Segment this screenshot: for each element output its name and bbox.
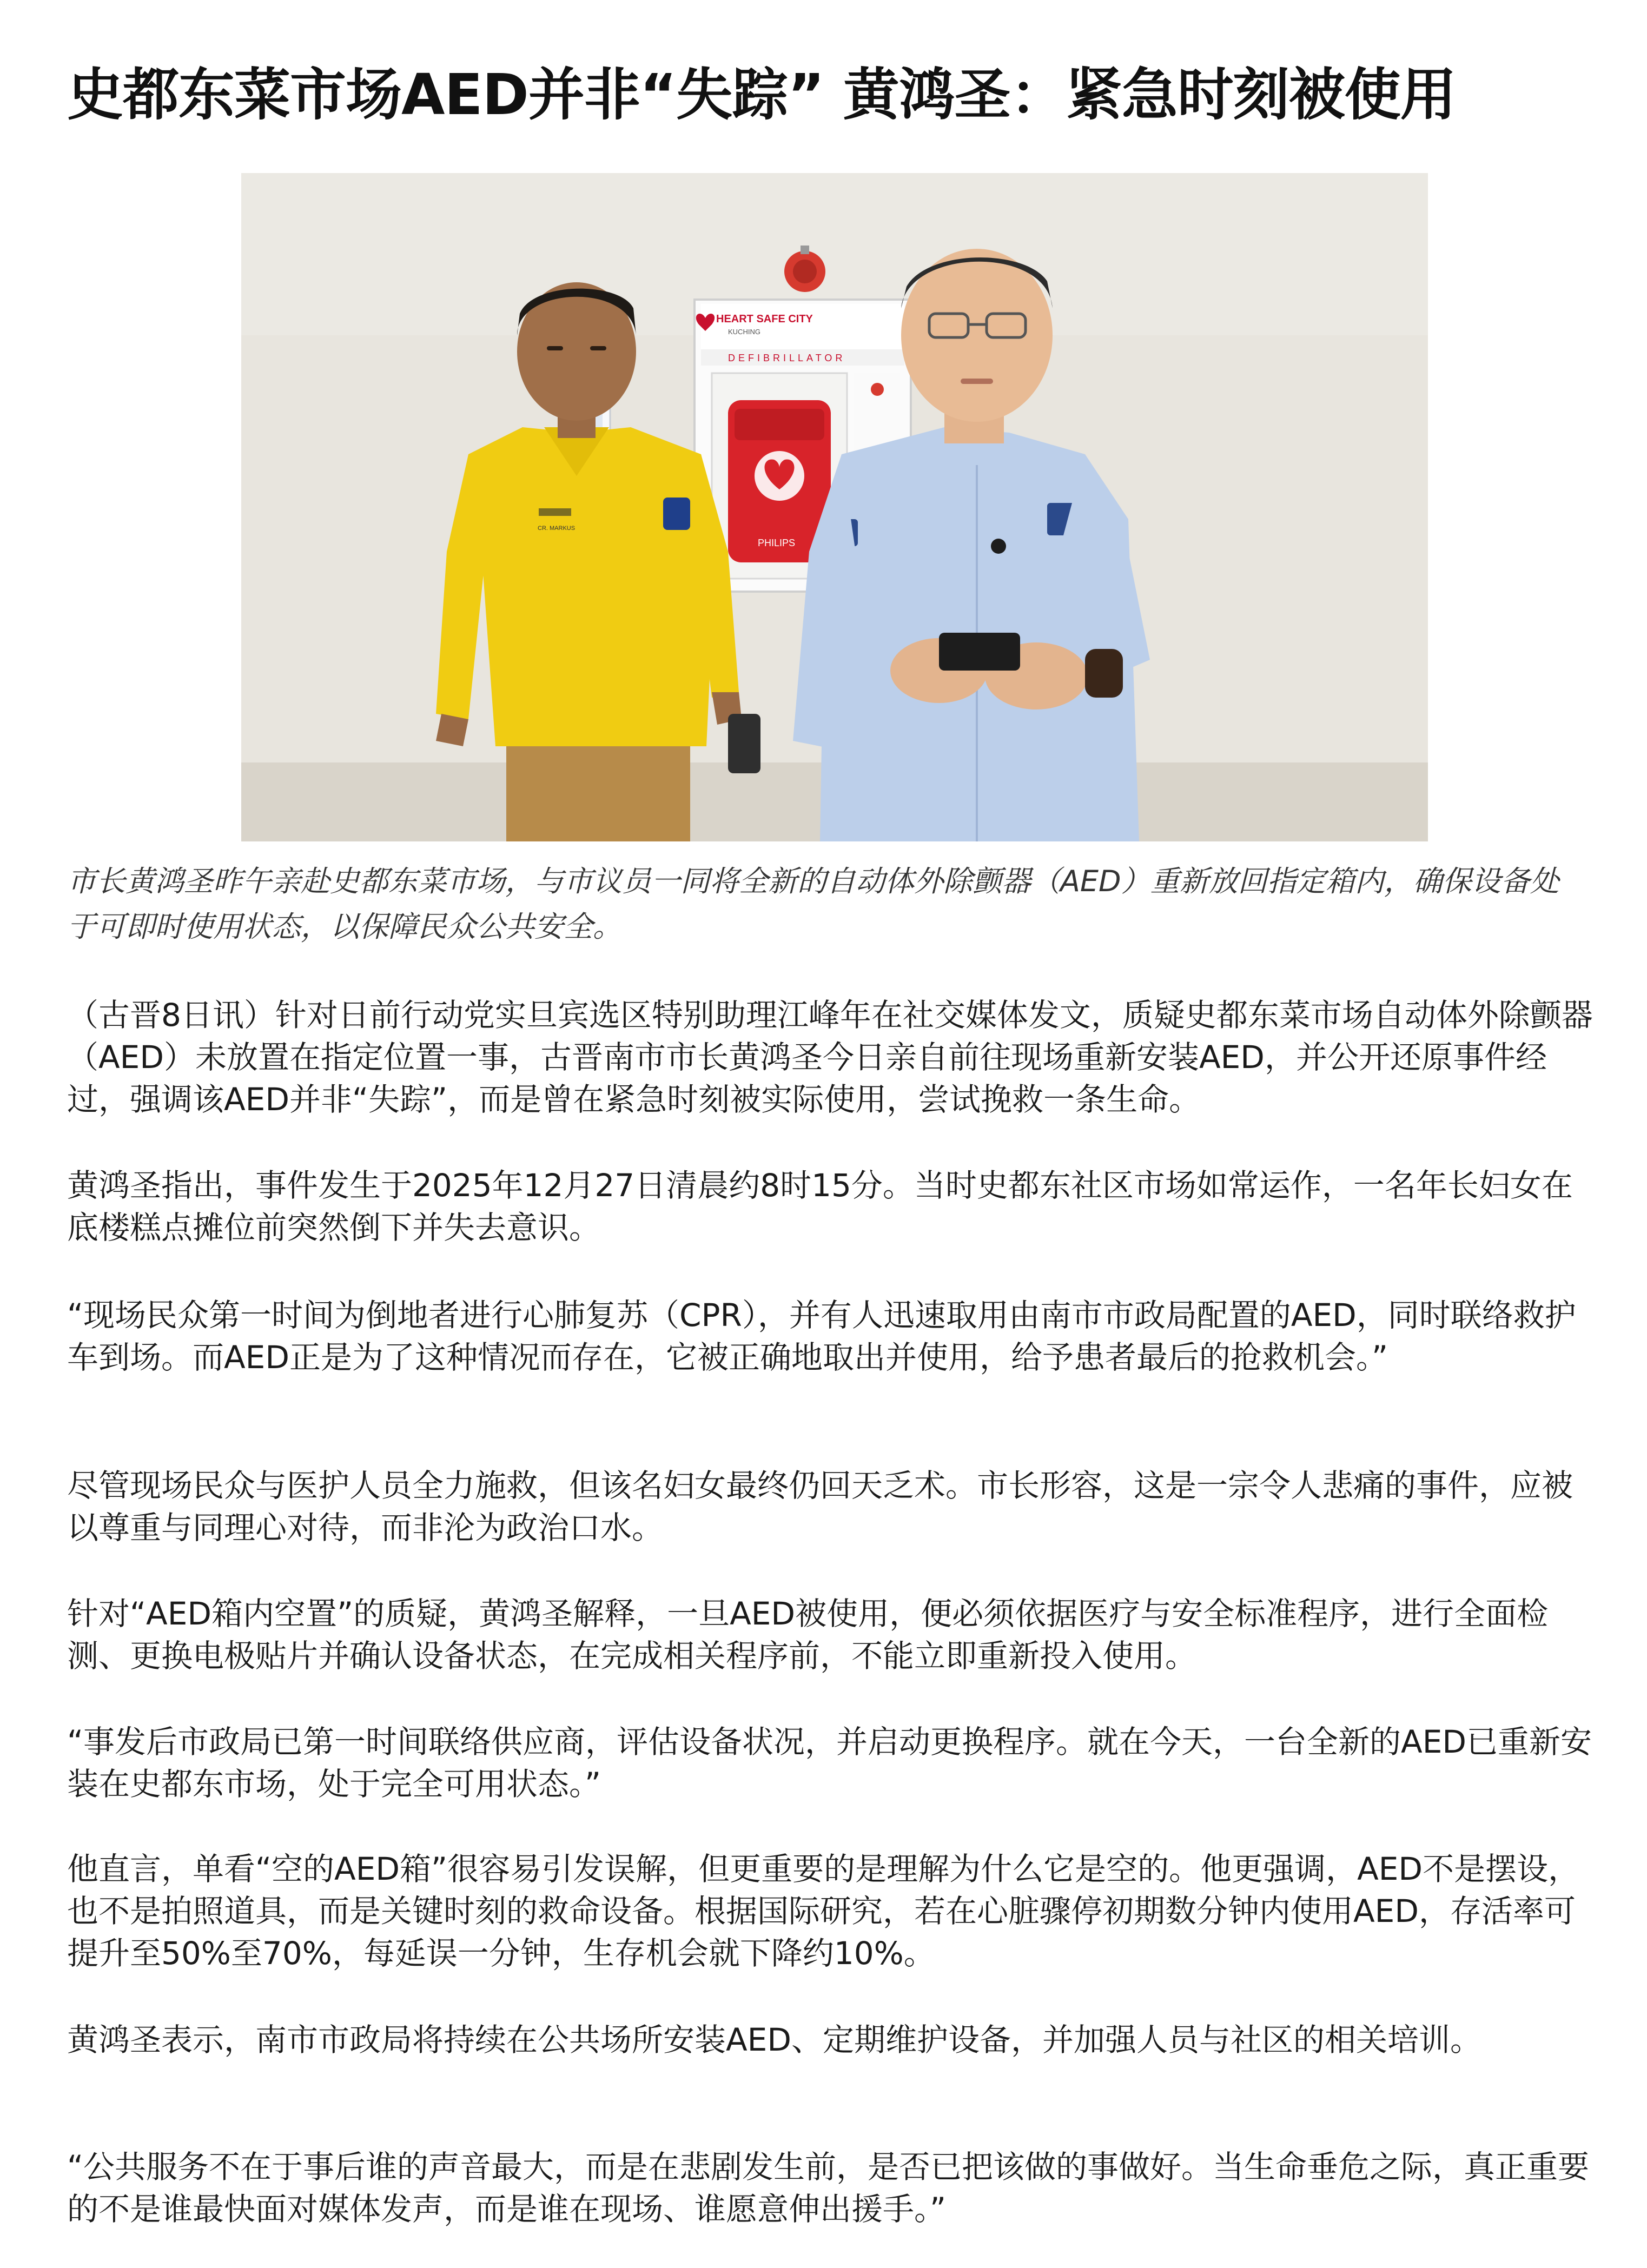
paragraph: 黄鸿圣表示，南市市政局将持续在公共场所安装AED、定期维护设备，并加强人员与社区的相关培训。 [67, 2021, 1481, 2058]
paragraph: 尽管现场民众与医护人员全力施救，但该名妇女最终仍回天乏术。市长形容，这是一宗令人悲痛的事件，应被以尊重与同理心对待，而非沦为政治口水。 [67, 1467, 1573, 1546]
cabinet-badge-text: HEART SAFE CITY [716, 313, 813, 325]
paragraph: “现场民众第一时间为倒地者进行心肺复苏（CPR），并有人迅速取用由南市市政局配置的AED，同时联络救护车到场。而AED正是为了这种情况而存在，它被正确地取出并使用，给予患者最后的抢救机会。” [67, 1297, 1576, 1376]
paragraph: “事发后市政局已第一时间联络供应商，评估设备状况，并启动更换程序。就在今天，一台全新的AED已重新安装在史都东市场，处于完全可用状态。” [67, 1723, 1592, 1802]
phone-icon [939, 633, 1020, 671]
paragraph: 他直言，单看“空的AED箱”很容易引发误解，但更重要的是理解为什么它是空的。他更强调，AED不是摆设，也不是拍照道具，而是关键时刻的救命设备。根据国际研究，若在心脏骤停初期数分钟内使用AED，存活率可提升至50%至70%，每延误一分钟，生存机会就下降约10%。 [67, 1851, 1580, 1972]
name-tag-text: CR. MARKUS [538, 525, 576, 532]
article-photo [241, 173, 1428, 841]
paragraph: （古晋8日讯）针对日前行动党实旦宾选区特别助理江峰年在社交媒体发文，质疑史都东菜市场自动体外除颤器（AED）未放置在指定位置一事，古晋南市市长黄鸿圣今日亲自前往现场重新安装AED，并公开还原事件经过，强调该AED并非“失踪”，而是曾在紧急时刻被实际使用，尝试挽救一条生命。 [67, 997, 1593, 1118]
device-brand-text: PHILIPS [758, 538, 796, 548]
paragraph: 黄鸿圣指出，事件发生于2025年12月27日清晨约8时15分。当时史都东社区市场如常运作，一名年长妇女在底楼糕点摊位前突然倒下并失去意识。 [67, 1167, 1573, 1246]
paragraph: 针对“AED箱内空置”的质疑，黄鸿圣解释，一旦AED被使用，便必须依据医疗与安全标准程序，进行全面检测、更换电极贴片并确认设备状态，在完成相关程序前，不能立即重新投入使用。 [67, 1595, 1549, 1674]
cabinet-badge-sub: KUCHING [728, 328, 760, 336]
photo-caption: 市长黄鸿圣昨午亲赴史都东菜市场，与市议员一同将全新的自动体外除颤器（AED）重新放回指定箱内，确保设备处于可即时使用状态，以保障民众公共安全。 [67, 864, 1559, 944]
paragraph: “公共服务不在于事后谁的声音最大，而是在悲剧发生前，是否已把该做的事做好。当生命垂危之际，真正重要的不是谁最快面对媒体发声，而是谁在现场、谁愿意伸出援手。” [67, 2148, 1590, 2227]
article-headline: 史都东菜市场AED并非“失踪” 黄鸿圣：紧急时刻被使用 [67, 62, 1456, 128]
photo-illustration [241, 173, 1428, 841]
cabinet-label-text: DEFIBRILLATOR [728, 353, 846, 363]
